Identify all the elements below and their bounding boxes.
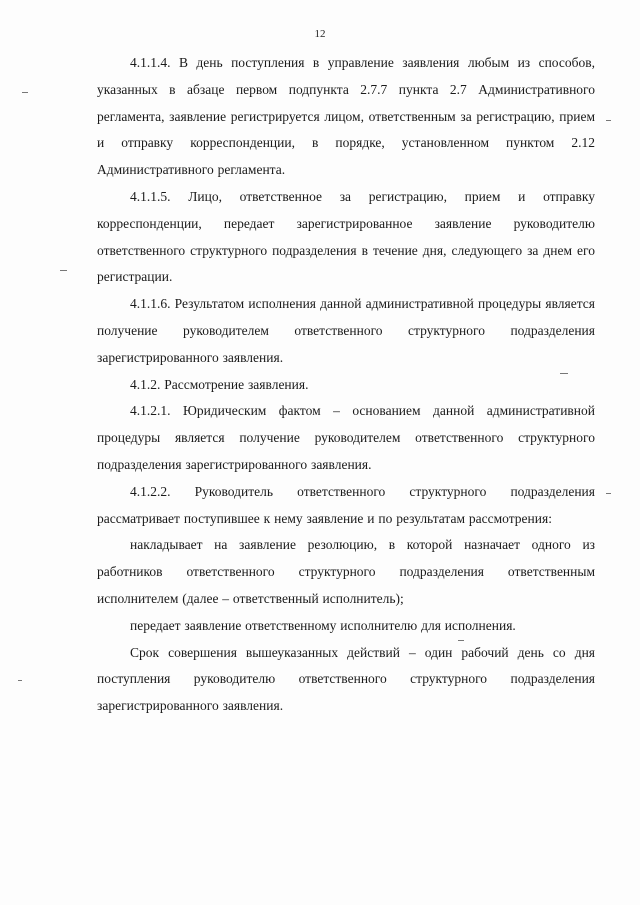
scan-speck bbox=[606, 493, 611, 494]
document-body bbox=[97, 50, 595, 720]
scan-speck bbox=[18, 680, 22, 681]
paragraph-4-1-2-2: 4.1.2.2. Руководитель ответственного структурного подразделения рассматривает поступившее к нему заявление и по результатам рассмотрения: bbox=[97, 483, 595, 526]
paragraph-4-1-1-5: 4.1.1.5. Лицо, ответственное за регистрацию, прием и отправку корреспонденции, передает зарегистрированное заявление руководителю ответственного структурного подразделения в течение дня, следующего за днем его регистрации. bbox=[97, 188, 595, 285]
scan-speck bbox=[60, 270, 67, 271]
paragraph-4-1-1-6: 4.1.1.6. Результатом исполнения данной административной процедуры является получение руководителем ответственного структурного подразделения зарегистрированного заявления. bbox=[97, 296, 595, 365]
paragraph-4-1-2-1: 4.1.2.1. Юридическим фактом – основанием данной административной процедуры является получение руководителем ответственного структурного подразделения зарегистрированного заявления. bbox=[97, 403, 595, 472]
scan-speck bbox=[22, 92, 28, 93]
scan-speck bbox=[458, 640, 464, 641]
paragraph-4-1-1-4: 4.1.1.4. В день поступления в управление заявления любым из способов, указанных в абзаце первом подпункта 2.7.7 пункта 2.7 Административного регламента, заявление регистрируется лицом, ответственным за регистрацию, прием и отправку корреспонденции, в порядке, установленном пунктом 2.12 Административного регламента. bbox=[97, 55, 595, 178]
paragraph-deadline: Срок совершения вышеуказанных действий – один рабочий день со дня поступления руководителю ответственного структурного подразделения зарегистрированного заявления. bbox=[97, 644, 595, 714]
paragraph-4-1-2: 4.1.2. Рассмотрение заявления. bbox=[130, 376, 309, 392]
scan-speck bbox=[560, 373, 568, 374]
page-number: 12 bbox=[314, 28, 326, 40]
paragraph-resolution: накладывает на заявление резолюцию, в которой назначает одного из работников ответственного структурного подразделения ответственным исполнителем (далее – ответственный исполнитель); bbox=[97, 537, 595, 606]
scan-speck bbox=[606, 120, 611, 121]
paragraph-transfer: передает заявление ответственному исполнителю для исполнения. bbox=[130, 617, 516, 633]
